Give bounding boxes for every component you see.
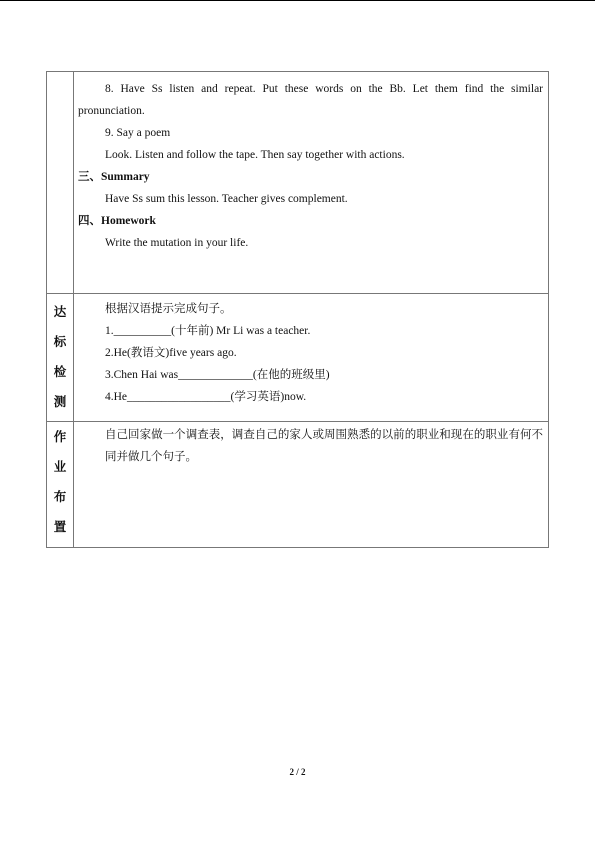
assignment-label-char: 布 (53, 489, 67, 504)
assignment-text: 自己回家做一个调查表，调查自己的家人或周围熟悉的以前的职业和现在的职业有何不同并做几个句子。 (105, 429, 543, 463)
procedure-label-cell (47, 72, 74, 294)
test-label-cell (47, 294, 74, 422)
step-9-text: Look. Listen and follow the tape. Then say together with actions. (105, 149, 405, 161)
assignment-label-char: 作 (53, 429, 67, 444)
assignment-label-char: 置 (53, 519, 67, 534)
test-instruction: 根据汉语提示完成句子。 (105, 303, 232, 315)
homework-text: Write the mutation in your life. (105, 237, 249, 249)
homework-heading: 四、Homework (78, 215, 156, 227)
lesson-table (46, 71, 549, 548)
test-item-4: 4.He__________________(学习英语)now. (105, 391, 307, 403)
test-label-char: 标 (53, 334, 67, 349)
top-border-line (0, 0, 595, 1)
procedure-content-cell (74, 72, 549, 294)
step-8-line-2: pronunciation. (78, 105, 145, 117)
assignment-label-char: 业 (53, 459, 67, 474)
step-9-heading: 9. Say a poem (105, 127, 171, 139)
page-number: 2 / 2 (289, 767, 306, 777)
assignment-label-cell (47, 422, 74, 548)
test-item-1: 1.__________(十年前) Mr Li was a teacher. (105, 325, 311, 337)
test-content-cell (74, 294, 549, 422)
test-label-char: 测 (53, 394, 67, 409)
summary-text: Have Ss sum this lesson. Teacher gives complement. (105, 193, 348, 205)
procedure-row (47, 72, 549, 294)
assignment-content-cell (74, 422, 549, 548)
assignment-row (47, 422, 549, 548)
summary-heading: 三、Summary (78, 171, 150, 183)
test-item-2: 2.He(教语文)five years ago. (105, 347, 237, 359)
test-row (47, 294, 549, 422)
step-8-line-1: 8. Have Ss listen and repeat. Put these words on the Bb. Let them find the similar (105, 83, 543, 95)
test-label-char: 检 (53, 364, 67, 379)
test-item-3: 3.Chen Hai was_____________(在他的班级里) (105, 369, 330, 381)
test-label-char: 达 (53, 304, 67, 319)
